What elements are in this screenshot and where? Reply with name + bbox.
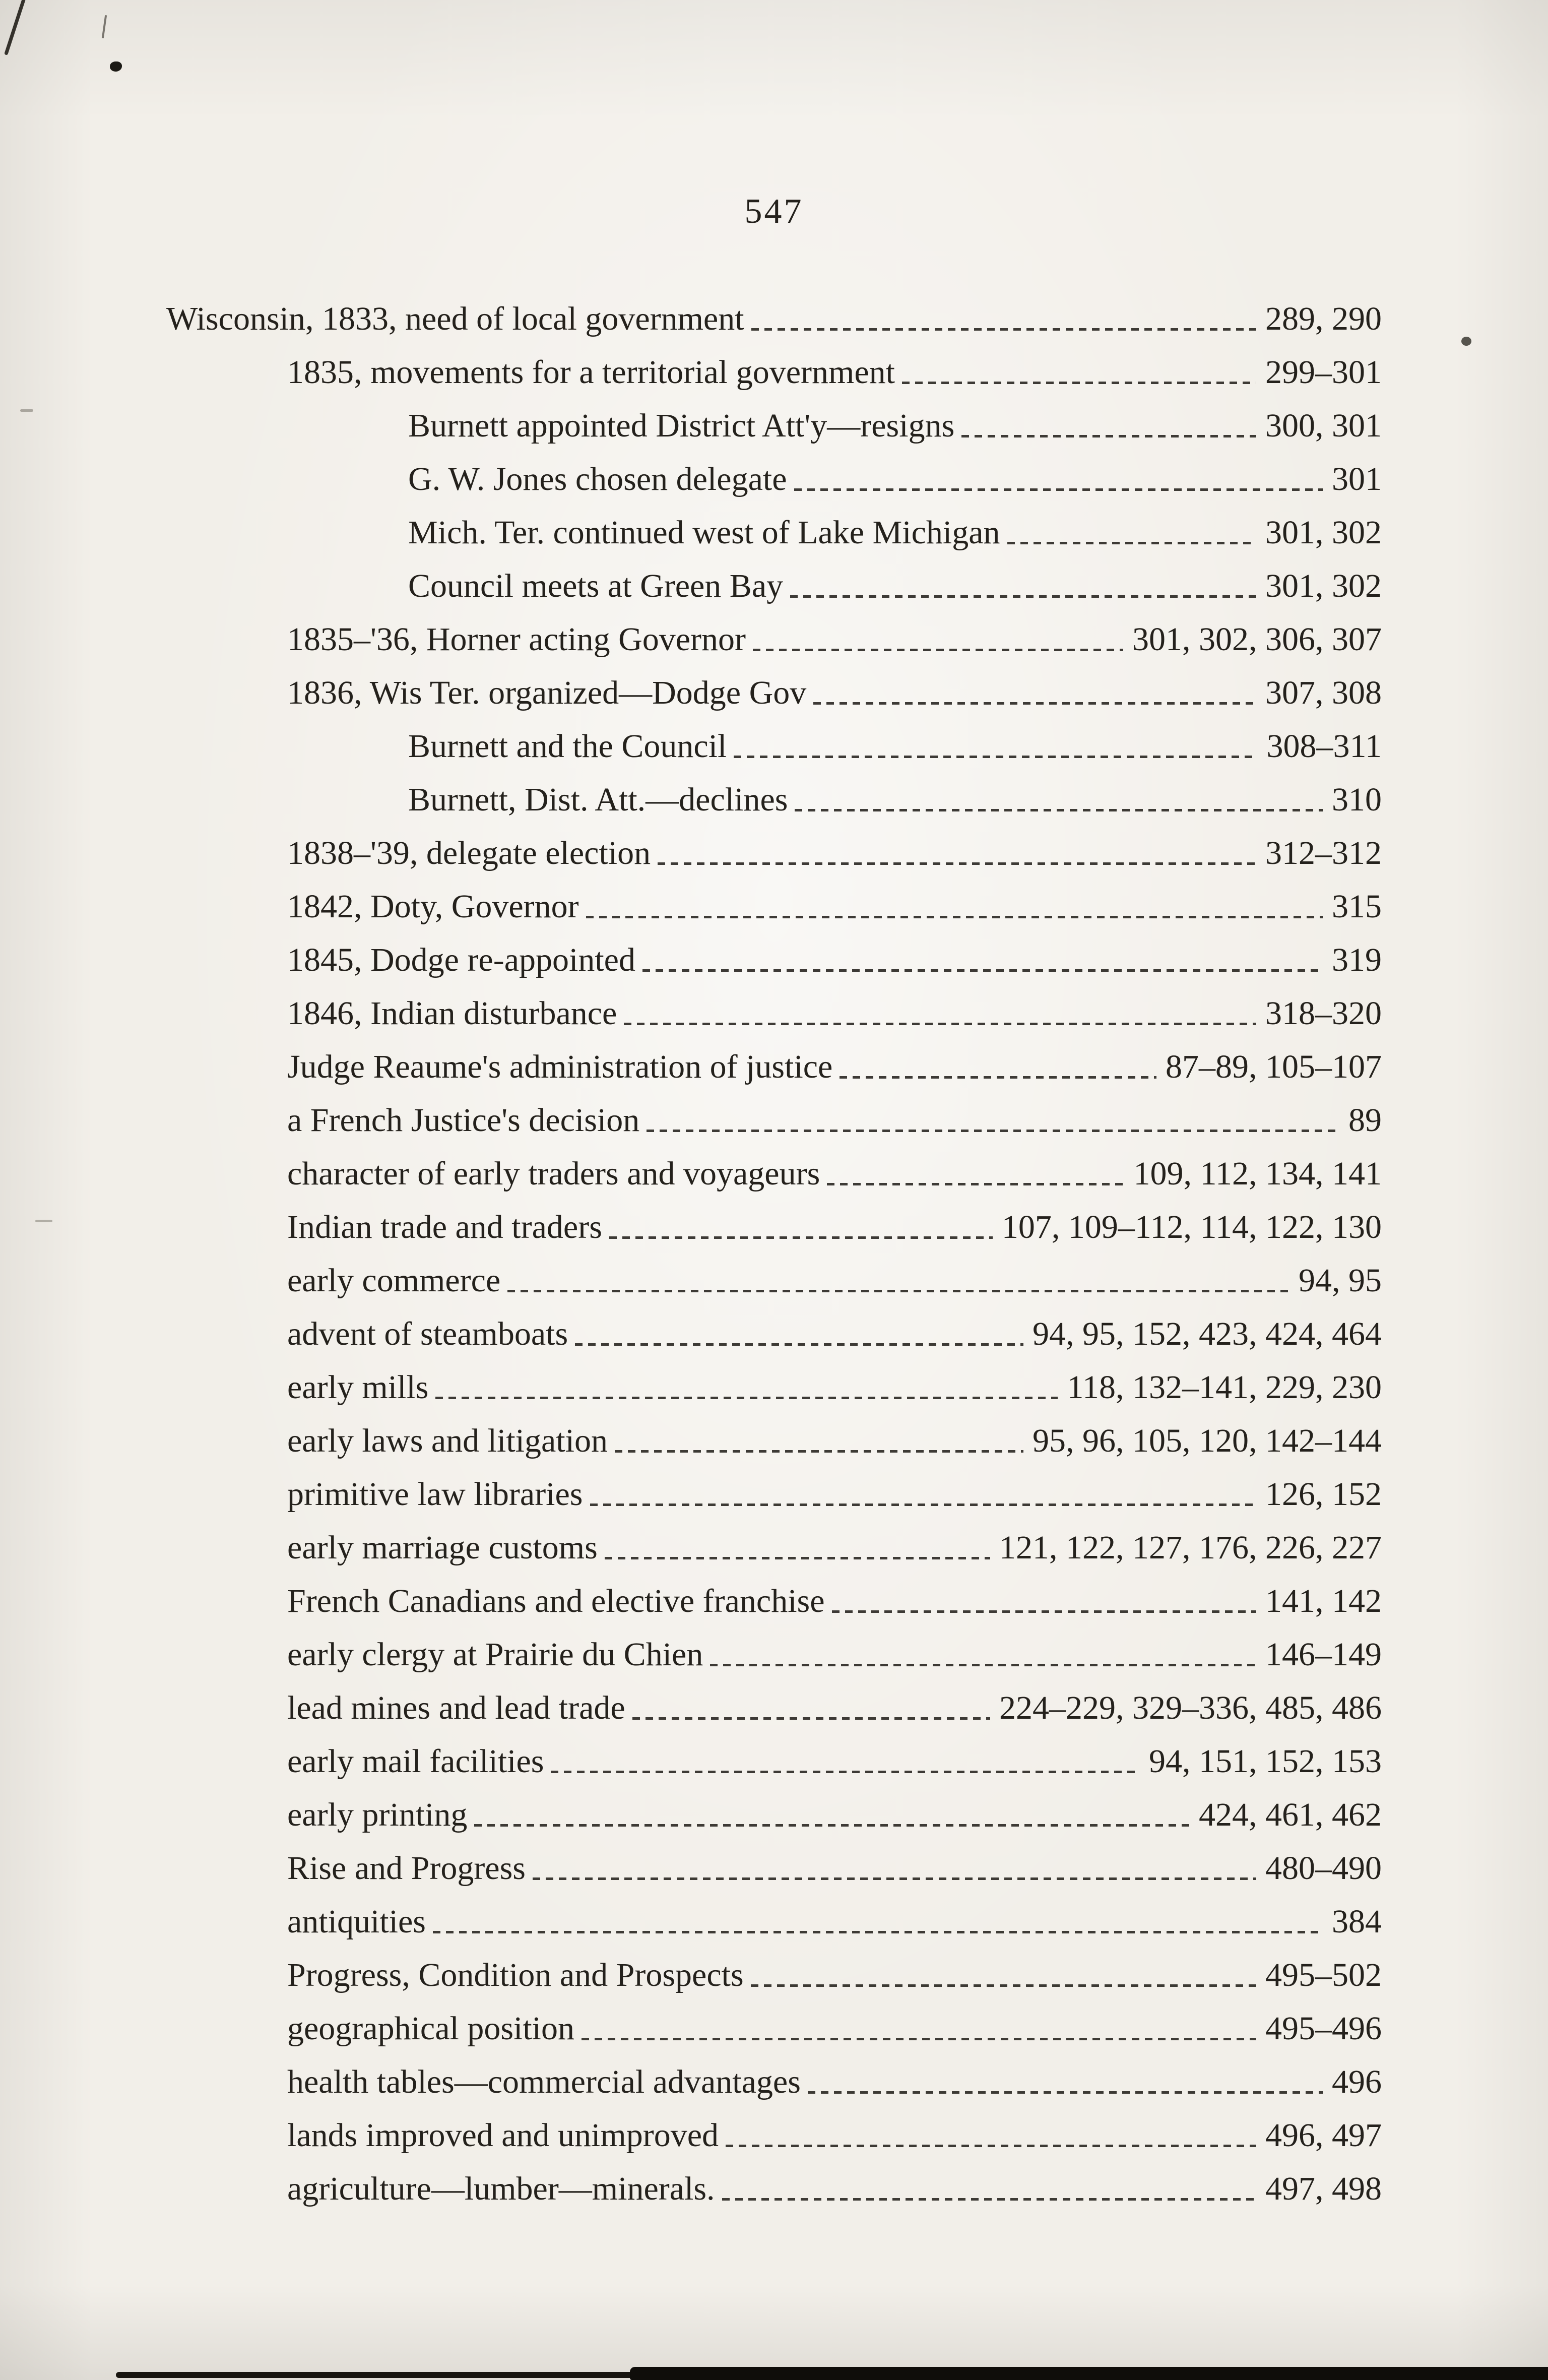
index-entry (166, 453, 1382, 506)
entry-pages: 312–312 (1265, 835, 1382, 871)
index-entry (166, 2055, 1382, 2109)
entry-pages: 308–311 (1266, 728, 1382, 765)
entry-pages: 496, 497 (1265, 2117, 1382, 2154)
index-entry (166, 1307, 1382, 1361)
entry-text: primitive law libraries (287, 1476, 583, 1513)
dotted-leader (579, 2002, 1258, 2055)
entry-text: 1836, Wis Ter. organized—Dodge Gov (287, 674, 807, 711)
dotted-leader (959, 399, 1258, 453)
dotted-leader (749, 1949, 1258, 2002)
entry-pages: 301 (1332, 461, 1382, 497)
entry-text: early printing (287, 1796, 468, 1833)
dotted-leader (811, 666, 1258, 720)
dotted-leader (505, 1254, 1292, 1307)
entry-pages: 289, 290 (1265, 300, 1382, 337)
dotted-leader (573, 1307, 1025, 1361)
dotted-leader (749, 292, 1258, 346)
dotted-leader (613, 1414, 1025, 1468)
entry-text: character of early traders and voyageurs (287, 1155, 820, 1192)
dotted-leader (732, 720, 1259, 773)
entry-text: early mail facilities (287, 1743, 544, 1780)
entry-pages: 319 (1332, 942, 1382, 978)
index-entry (166, 1521, 1382, 1575)
index-entry (166, 987, 1382, 1040)
dotted-leader (837, 1040, 1158, 1094)
index-entry (166, 1414, 1382, 1468)
index-entry (166, 292, 1382, 346)
entry-text: early marriage customs (287, 1529, 598, 1566)
index-entry (166, 1254, 1382, 1307)
entry-text: early commerce (287, 1262, 501, 1299)
entry-text: Wisconsin, 1833, need of local government (166, 300, 744, 337)
entry-pages: 94, 151, 152, 153 (1149, 1743, 1382, 1780)
entry-text: Indian trade and traders (287, 1209, 602, 1245)
entry-pages: 301, 302 (1265, 568, 1382, 604)
entry-text: antiquities (287, 1903, 426, 1940)
entry-pages: 480–490 (1265, 1850, 1382, 1887)
index-entry (166, 613, 1382, 666)
dotted-leader (708, 1628, 1258, 1681)
entry-pages: 300, 301 (1265, 407, 1382, 444)
entry-text: 1835, movements for a territorial government (287, 354, 895, 391)
dotted-leader (431, 1895, 1325, 1949)
index-entry (166, 1949, 1382, 2002)
index-entry (166, 773, 1382, 827)
entry-text: Council meets at Green Bay (408, 568, 784, 604)
entry-text: geographical position (287, 2010, 575, 2047)
dotted-leader (640, 933, 1325, 987)
dotted-leader (788, 559, 1258, 613)
entry-text: 1846, Indian disturbance (287, 995, 617, 1032)
dotted-leader (549, 1735, 1142, 1788)
dotted-leader (622, 987, 1258, 1040)
entry-pages: 121, 122, 127, 176, 226, 227 (999, 1529, 1382, 1566)
entry-pages: 109, 112, 134, 141 (1133, 1155, 1382, 1192)
entry-text: early mills (287, 1369, 429, 1406)
index-entry (166, 1040, 1382, 1094)
index-entry (166, 666, 1382, 720)
dotted-leader (472, 1788, 1192, 1842)
index-entry (166, 1681, 1382, 1735)
dotted-leader (720, 2162, 1258, 2216)
entry-pages: 301, 302, 306, 307 (1132, 621, 1382, 658)
index-entry (166, 559, 1382, 613)
entry-pages: 107, 109–112, 114, 122, 130 (1001, 1209, 1382, 1245)
index-entry (166, 1788, 1382, 1842)
index-entry (166, 827, 1382, 880)
entry-text: early laws and litigation (287, 1422, 608, 1459)
entry-pages: 126, 152 (1265, 1476, 1382, 1513)
index-list (166, 292, 1382, 2216)
entry-pages: 496 (1332, 2063, 1382, 2100)
dotted-leader (793, 773, 1325, 827)
entry-text: lands improved and unimproved (287, 2117, 719, 2154)
dotted-leader (806, 2055, 1325, 2109)
entry-text: health tables—commercial advantages (287, 2063, 801, 2100)
index-entry (166, 1094, 1382, 1147)
entry-text: French Canadians and elective franchise (287, 1583, 825, 1619)
entry-text: 1842, Doty, Governor (287, 888, 579, 925)
index-entry (166, 1628, 1382, 1681)
dotted-leader (792, 453, 1325, 506)
index-entry (166, 2109, 1382, 2162)
dotted-leader (656, 827, 1258, 880)
dotted-leader (584, 880, 1325, 933)
index-entry (166, 1147, 1382, 1201)
entry-text: 1838–'39, delegate election (287, 835, 651, 871)
entry-text: a French Justice's decision (287, 1102, 640, 1139)
entry-text: G. W. Jones chosen delegate (408, 461, 787, 497)
index-entry (166, 2162, 1382, 2216)
index-entry (166, 1842, 1382, 1895)
dotted-leader (603, 1521, 992, 1575)
entry-text: 1835–'36, Horner acting Governor (287, 621, 746, 658)
entry-text: agriculture—lumber—minerals. (287, 2170, 715, 2207)
index-entry (166, 1735, 1382, 1788)
entry-pages: 497, 498 (1265, 2170, 1382, 2207)
entry-pages: 118, 132–141, 229, 230 (1067, 1369, 1382, 1406)
dotted-leader (644, 1094, 1341, 1147)
entry-pages: 141, 142 (1265, 1583, 1382, 1619)
entry-pages: 310 (1332, 781, 1382, 818)
entry-pages: 87–89, 105–107 (1166, 1048, 1382, 1085)
entry-pages: 315 (1332, 888, 1382, 925)
entry-pages: 89 (1348, 1102, 1382, 1139)
index-entry (166, 346, 1382, 399)
entry-pages: 495–496 (1265, 2010, 1382, 2047)
entry-pages: 424, 461, 462 (1199, 1796, 1382, 1833)
entry-text: lead mines and lead trade (287, 1689, 625, 1726)
dotted-leader (830, 1575, 1258, 1628)
entry-pages: 94, 95 (1299, 1262, 1382, 1299)
index-entry (166, 1895, 1382, 1949)
entry-text: Mich. Ter. continued west of Lake Michigan (408, 514, 1000, 551)
entry-pages: 307, 308 (1265, 674, 1382, 711)
entry-pages: 146–149 (1265, 1636, 1382, 1673)
entry-text: advent of steamboats (287, 1316, 568, 1352)
dotted-leader (724, 2109, 1258, 2162)
dotted-leader (607, 1201, 995, 1254)
entry-text: Burnett and the Council (408, 728, 727, 765)
index-entry (166, 399, 1382, 453)
dotted-leader (825, 1147, 1126, 1201)
dotted-leader (588, 1468, 1259, 1521)
index-entry (166, 1575, 1382, 1628)
index-entry (166, 1201, 1382, 1254)
entry-pages: 95, 96, 105, 120, 142–144 (1033, 1422, 1382, 1459)
dotted-leader (900, 346, 1258, 399)
entry-text: Judge Reaume's administration of justice (287, 1048, 833, 1085)
entry-pages: 384 (1332, 1903, 1382, 1940)
entry-pages: 299–301 (1265, 354, 1382, 391)
dotted-leader (1005, 506, 1258, 559)
entry-pages: 224–229, 329–336, 485, 486 (999, 1689, 1382, 1726)
entry-text: early clergy at Prairie du Chien (287, 1636, 703, 1673)
index-entry (166, 2002, 1382, 2055)
entry-text: Progress, Condition and Prospects (287, 1957, 744, 1993)
index-entry (166, 1361, 1382, 1414)
dotted-leader (433, 1361, 1060, 1414)
entry-text: 1845, Dodge re-appointed (287, 942, 635, 978)
dotted-leader (630, 1681, 992, 1735)
entry-text: Rise and Progress (287, 1850, 526, 1887)
entry-pages: 301, 302 (1265, 514, 1382, 551)
dotted-leader (531, 1842, 1258, 1895)
entry-text: Burnett appointed District Att'y—resigns (408, 407, 955, 444)
page-number: 547 (744, 192, 804, 231)
index-entry (166, 880, 1382, 933)
index-entry (166, 720, 1382, 773)
dotted-leader (751, 613, 1125, 666)
entry-pages: 495–502 (1265, 1957, 1382, 1993)
index-entry (166, 933, 1382, 987)
entry-text: Burnett, Dist. Att.—declines (408, 781, 788, 818)
index-entry (166, 506, 1382, 559)
entry-pages: 94, 95, 152, 423, 424, 464 (1033, 1316, 1382, 1352)
index-entry (166, 1468, 1382, 1521)
entry-pages: 318–320 (1265, 995, 1382, 1032)
